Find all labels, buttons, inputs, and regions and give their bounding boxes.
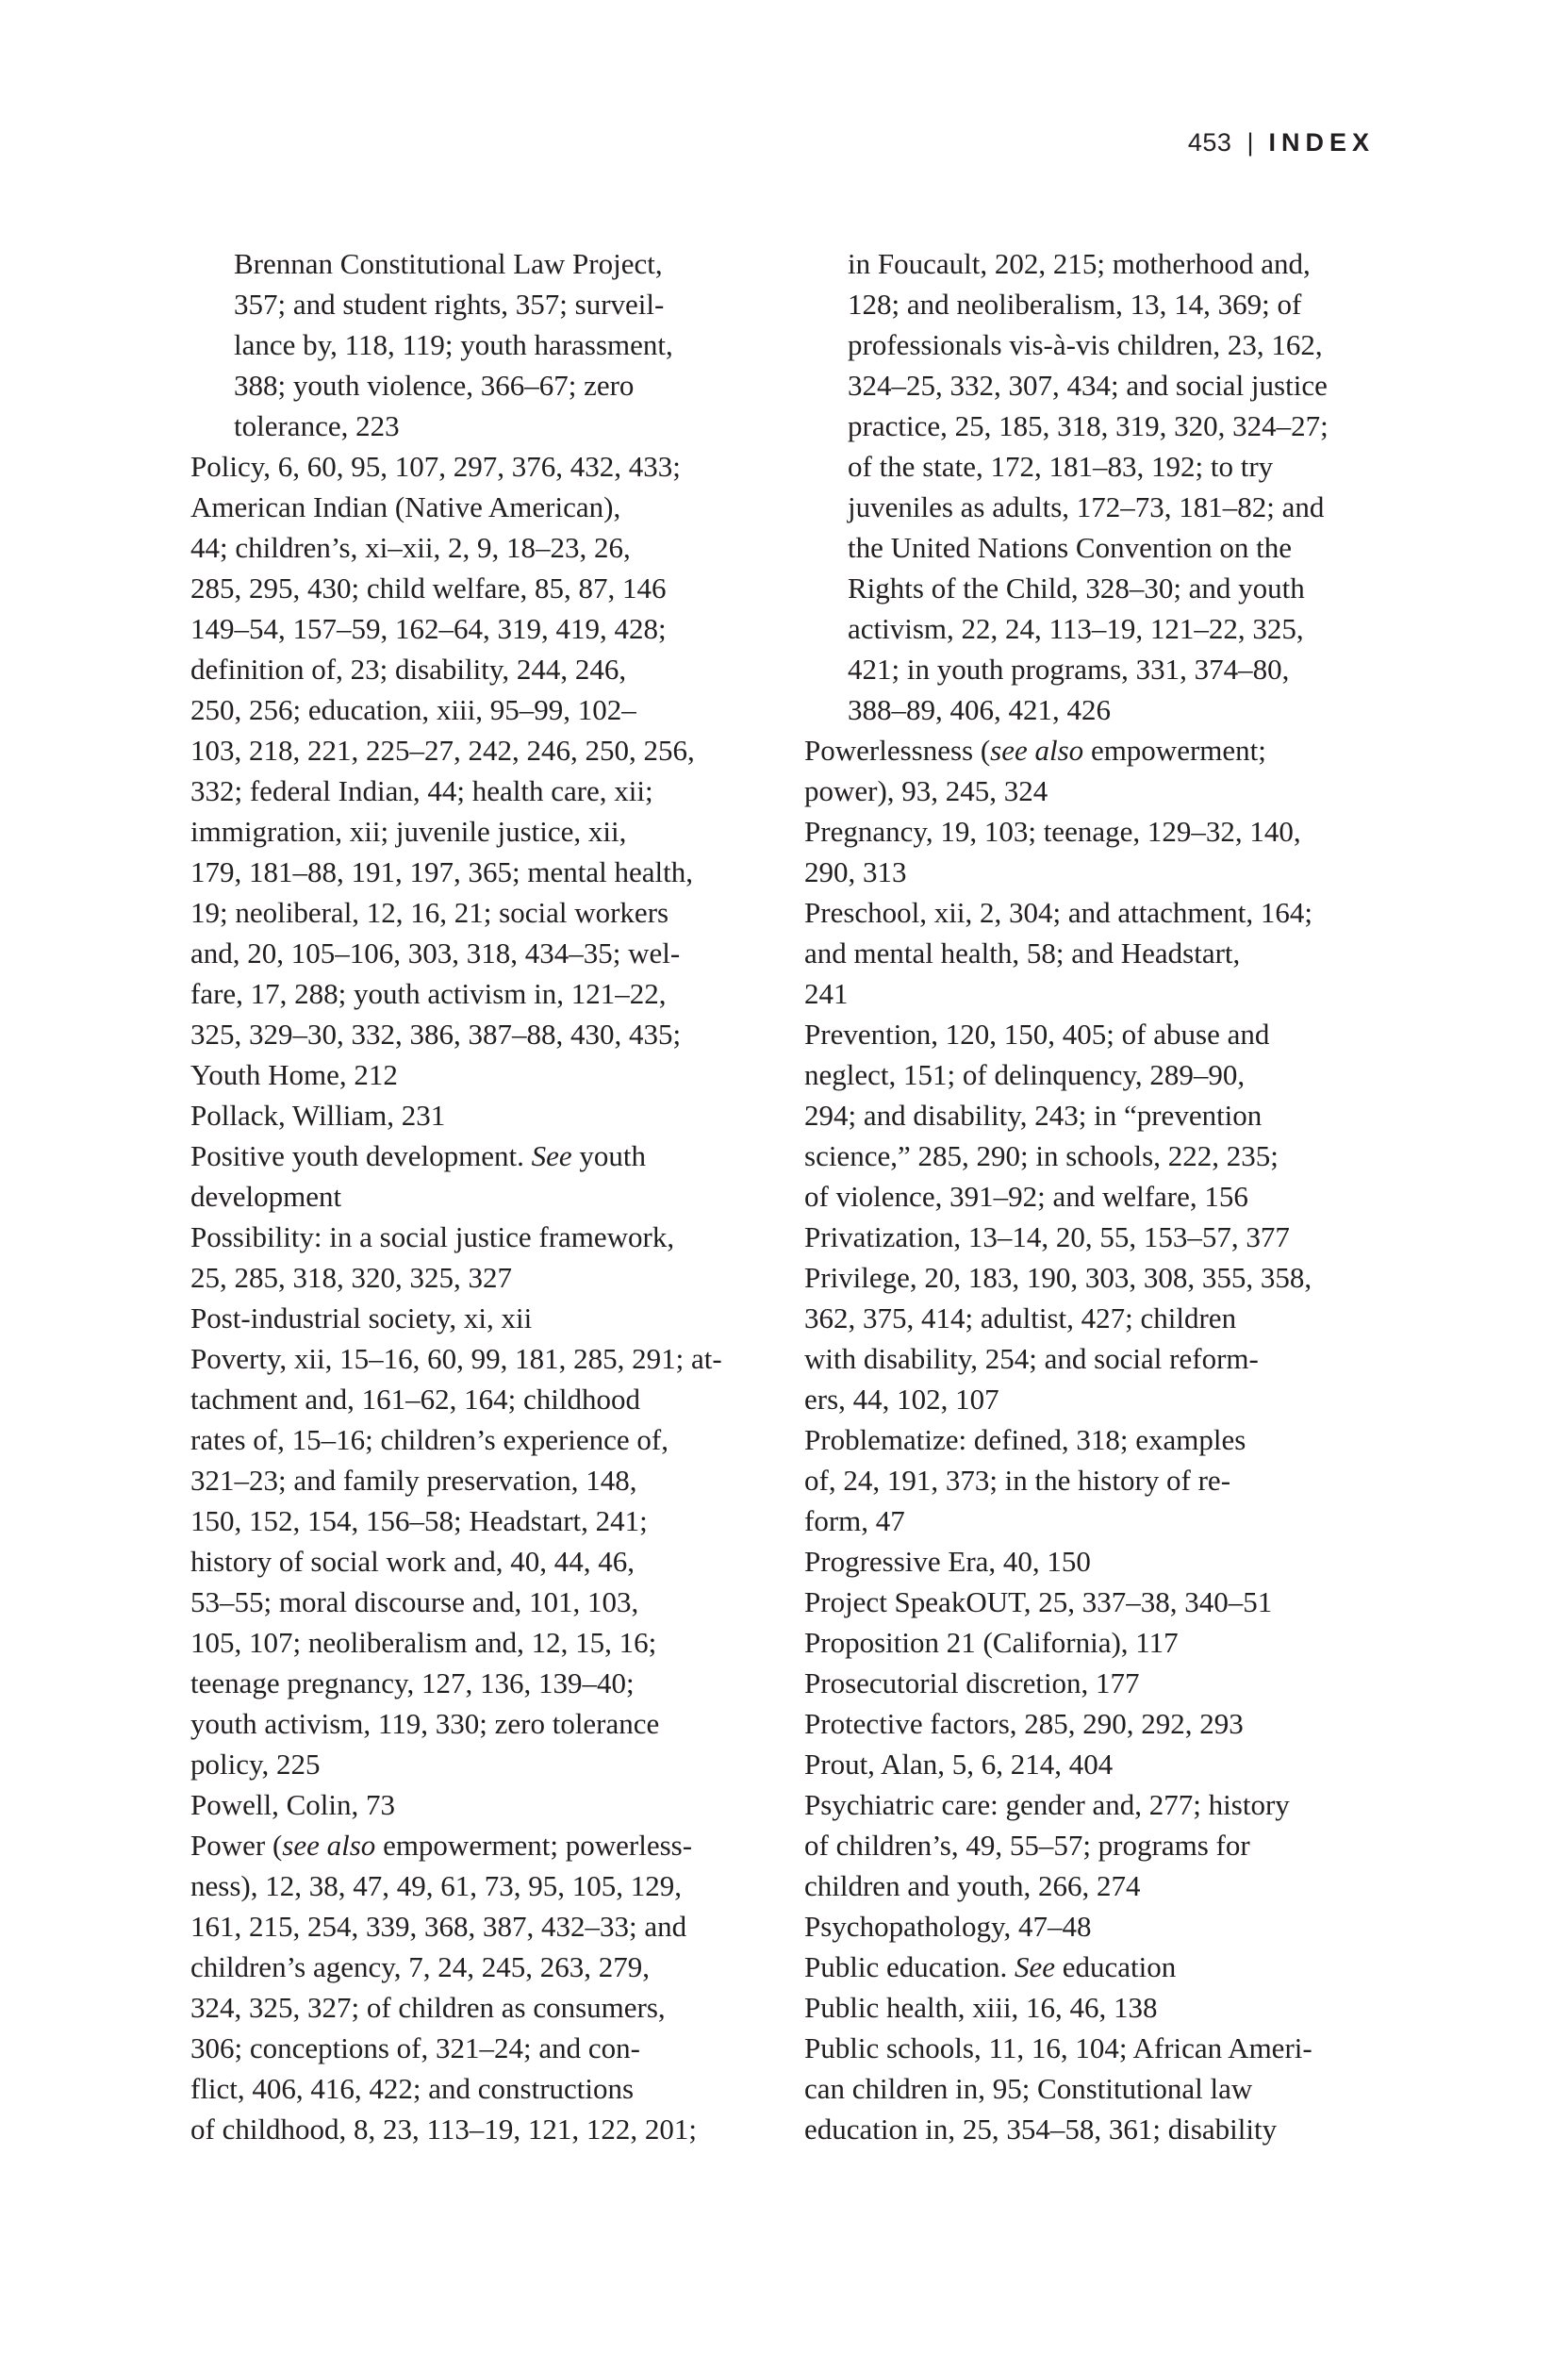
- index-line: in Foucault, 202, 215; motherhood and,: [848, 247, 1311, 280]
- index-entry: [190, 446, 766, 1095]
- section-title: INDEX: [1268, 128, 1375, 157]
- running-head: [1188, 128, 1375, 157]
- index-entry: [804, 730, 1379, 811]
- index-line: 421; in youth programs, 331, 374–80,: [848, 653, 1290, 686]
- index-line: Problematize: defined, 318; examples: [804, 1423, 1246, 1456]
- index-entry: [804, 811, 1379, 892]
- index-line: 44; children’s, xi–xii, 2, 9, 18–23, 26,: [190, 531, 631, 564]
- index-line: Psychiatric care: gender and, 277; history: [804, 1788, 1290, 1821]
- index-line: tachment and, 161–62, 164; childhood: [190, 1383, 640, 1416]
- index-line: power), 93, 245, 324: [804, 774, 1048, 807]
- index-entry: [804, 892, 1379, 1014]
- index-entry: [804, 1784, 1379, 1906]
- index-line: Prevention, 120, 150, 405; of abuse and: [804, 1018, 1270, 1051]
- index-line: American Indian (Native American),: [190, 490, 621, 523]
- index-line: rates of, 15–16; children’s experience of,: [190, 1423, 669, 1456]
- index-line: 324, 325, 327; of children as consumers,: [190, 1991, 666, 2024]
- index-line: science,” 285, 290; in schools, 222, 235;: [804, 1139, 1279, 1172]
- index-line: 250, 256; education, xiii, 95–99, 102–: [190, 693, 636, 726]
- index-line: Youth Home, 212: [190, 1058, 398, 1091]
- index-line: education in, 25, 354–58, 361; disability: [804, 2113, 1278, 2146]
- index-line: form, 47: [804, 1504, 905, 1537]
- index-entry: [190, 1825, 766, 2149]
- index-line: 105, 107; neoliberalism and, 12, 15, 16;: [190, 1626, 657, 1659]
- index-line: Prout, Alan, 5, 6, 214, 404: [804, 1748, 1114, 1781]
- index-text: Public education.: [804, 1950, 1015, 1983]
- index-line: 285, 295, 430; child welfare, 85, 87, 146: [190, 572, 667, 605]
- index-line: 179, 181–88, 191, 197, 365; mental health,: [190, 855, 693, 888]
- index-line: professionals vis-à-vis children, 23, 162,: [848, 328, 1323, 361]
- index-entry: [190, 1338, 766, 1784]
- index-line: of the state, 172, 181–83, 192; to try: [848, 450, 1274, 483]
- index-line: Poverty, xii, 15–16, 60, 99, 181, 285, 291; at-: [190, 1342, 722, 1375]
- index-text: empowerment; powerless-: [375, 1829, 693, 1862]
- index-text: Powerlessness (: [804, 734, 991, 767]
- index-line: 150, 152, 154, 156–58; Headstart, 241;: [190, 1504, 648, 1537]
- index-line: 324–25, 332, 307, 434; and social justice: [848, 369, 1328, 402]
- index-line: definition of, 23; disability, 244, 246,: [190, 653, 627, 686]
- index-line: 306; conceptions of, 321–24; and con-: [190, 2031, 640, 2064]
- index-line: Preschool, xii, 2, 304; and attachment, 164;: [804, 896, 1312, 929]
- index-line: of violence, 391–92; and welfare, 156: [804, 1180, 1248, 1213]
- cross-reference: see also: [282, 1829, 376, 1862]
- index-entry: [190, 1298, 766, 1338]
- index-text: Positive youth development.: [190, 1139, 532, 1172]
- index-line: policy, 225: [190, 1748, 321, 1781]
- index-line: 294; and disability, 243; in “prevention: [804, 1099, 1263, 1132]
- index-line: 241: [804, 977, 849, 1010]
- index-line: Powell, Colin, 73: [190, 1788, 396, 1821]
- index-line: Psychopathology, 47–48: [804, 1910, 1092, 1943]
- index-line: Privilege, 20, 183, 190, 303, 308, 355, 358,: [804, 1261, 1312, 1294]
- index-text: empowerment;: [1083, 734, 1266, 767]
- index-entry: [190, 1784, 766, 1825]
- index-entry: [804, 1419, 1379, 1541]
- index-line: activism, 22, 24, 113–19, 121–22, 325,: [848, 612, 1304, 645]
- index-entry: [804, 1014, 1379, 1217]
- index-line: fare, 17, 288; youth activism in, 121–22,: [190, 977, 667, 1010]
- index-line: 388–89, 406, 421, 426: [848, 693, 1111, 726]
- index-line: juveniles as adults, 172–73, 181–82; and: [848, 490, 1325, 523]
- index-line: Public health, xiii, 16, 46, 138: [804, 1991, 1158, 2024]
- index-line: tolerance, 223: [234, 409, 400, 442]
- index-line: teenage pregnancy, 127, 136, 139–40;: [190, 1666, 635, 1699]
- index-line: [190, 1135, 766, 1176]
- index-line: youth activism, 119, 330; zero tolerance: [190, 1707, 660, 1740]
- index-line: Brennan Constitutional Law Project,: [234, 247, 663, 280]
- index-entry: [804, 1744, 1379, 1784]
- index-line: Post-industrial society, xi, xii: [190, 1301, 533, 1334]
- index-entry: [804, 1906, 1379, 1947]
- index-line: Policy, 6, 60, 95, 107, 297, 376, 432, 433;: [190, 450, 681, 483]
- index-line: 53–55; moral discourse and, 101, 103,: [190, 1585, 639, 1618]
- running-head-separator: |: [1246, 128, 1254, 157]
- index-line: 161, 215, 254, 339, 368, 387, 432–33; and: [190, 1910, 687, 1943]
- index-entry-continued: [190, 243, 766, 446]
- index-line: 362, 375, 414; adultist, 427; children: [804, 1301, 1237, 1334]
- index-entry: [190, 1095, 766, 1135]
- index-line: 25, 285, 318, 320, 325, 327: [190, 1261, 512, 1294]
- index-line: children’s agency, 7, 24, 245, 263, 279,: [190, 1950, 651, 1983]
- index-line: Proposition 21 (California), 117: [804, 1626, 1179, 1659]
- cross-reference: see also: [990, 734, 1084, 767]
- index-column-right: [804, 243, 1379, 2149]
- index-entry: [804, 1987, 1379, 2028]
- index-line: 321–23; and family preservation, 148,: [190, 1464, 637, 1497]
- index-text: education: [1055, 1950, 1177, 1983]
- index-text: Power (: [190, 1829, 283, 1862]
- index-line: 290, 313: [804, 855, 907, 888]
- index-line: practice, 25, 185, 318, 319, 320, 324–27;: [848, 409, 1329, 442]
- index-line: children and youth, 266, 274: [804, 1869, 1141, 1902]
- index-line: [804, 730, 1379, 771]
- index-line: [804, 1947, 1379, 1987]
- index-line: with disability, 254; and social reform-: [804, 1342, 1259, 1375]
- index-line: history of social work and, 40, 44, 46,: [190, 1545, 635, 1578]
- index-line: [190, 1825, 766, 1865]
- index-line: Prosecutorial discretion, 177: [804, 1666, 1140, 1699]
- index-line: Public schools, 11, 16, 104; African Ameri-: [804, 2031, 1312, 2064]
- index-entry: [804, 2028, 1379, 2149]
- index-line: of childhood, 8, 23, 113–19, 121, 122, 201;: [190, 2113, 698, 2146]
- index-line: lance by, 118, 119; youth harassment,: [234, 328, 673, 361]
- index-line: 325, 329–30, 332, 386, 387–88, 430, 435;: [190, 1018, 682, 1051]
- cross-reference: See: [1014, 1950, 1056, 1983]
- index-line: flict, 406, 416, 422; and constructions: [190, 2072, 635, 2105]
- index-line: Protective factors, 285, 290, 292, 293: [804, 1707, 1244, 1740]
- index-line: Possibility: in a social justice framework,: [190, 1220, 675, 1253]
- index-line: immigration, xii; juvenile justice, xii,: [190, 815, 627, 848]
- index-line: 19; neoliberal, 12, 16, 21; social workers: [190, 896, 669, 929]
- index-line: 149–54, 157–59, 162–64, 319, 419, 428;: [190, 612, 667, 645]
- index-entry-continued: [804, 243, 1379, 730]
- index-line: neglect, 151; of delinquency, 289–90,: [804, 1058, 1246, 1091]
- index-line: 332; federal Indian, 44; health care, xii;: [190, 774, 653, 807]
- index-line: Privatization, 13–14, 20, 55, 153–57, 377: [804, 1220, 1290, 1253]
- index-line: Rights of the Child, 328–30; and youth: [848, 572, 1305, 605]
- index-entry: [804, 1947, 1379, 1987]
- page-number: 453: [1187, 128, 1232, 157]
- index-line: 128; and neoliberalism, 13, 14, 369; of: [848, 288, 1302, 321]
- index-line: 388; youth violence, 366–67; zero: [234, 369, 635, 402]
- index-entry: [804, 1663, 1379, 1703]
- index-line: Pregnancy, 19, 103; teenage, 129–32, 140,: [804, 815, 1301, 848]
- index-line: ness), 12, 38, 47, 49, 61, 73, 95, 105, 129,: [190, 1869, 682, 1902]
- index-line: the United Nations Convention on the: [848, 531, 1292, 564]
- index-line: and mental health, 58; and Headstart,: [804, 936, 1241, 970]
- index-entry: [804, 1703, 1379, 1744]
- index-line: 103, 218, 221, 225–27, 242, 246, 250, 256,: [190, 734, 695, 767]
- index-entry: [804, 1582, 1379, 1622]
- index-line: Pollack, William, 231: [190, 1099, 446, 1132]
- index-line: of, 24, 191, 373; in the history of re-: [804, 1464, 1231, 1497]
- index-line: can children in, 95; Constitutional law: [804, 2072, 1253, 2105]
- index-entry: [804, 1217, 1379, 1257]
- index-line: ers, 44, 102, 107: [804, 1383, 999, 1416]
- index-line: 357; and student rights, 357; surveil-: [234, 288, 665, 321]
- index-entry: [804, 1257, 1379, 1419]
- index-line: Progressive Era, 40, 150: [804, 1545, 1091, 1578]
- index-entry: [190, 1135, 766, 1217]
- index-text: youth: [571, 1139, 647, 1172]
- index-column-left: [190, 243, 766, 2149]
- index-entry: [804, 1622, 1379, 1663]
- index-line: and, 20, 105–106, 303, 318, 434–35; wel-: [190, 936, 681, 970]
- index-line: Project SpeakOUT, 25, 337–38, 340–51: [804, 1585, 1273, 1618]
- index-entry: [804, 1541, 1379, 1582]
- index-entry: [190, 1217, 766, 1298]
- index-line: development: [190, 1180, 342, 1213]
- cross-reference: See: [531, 1139, 572, 1172]
- index-line: of children’s, 49, 55–57; programs for: [804, 1829, 1250, 1862]
